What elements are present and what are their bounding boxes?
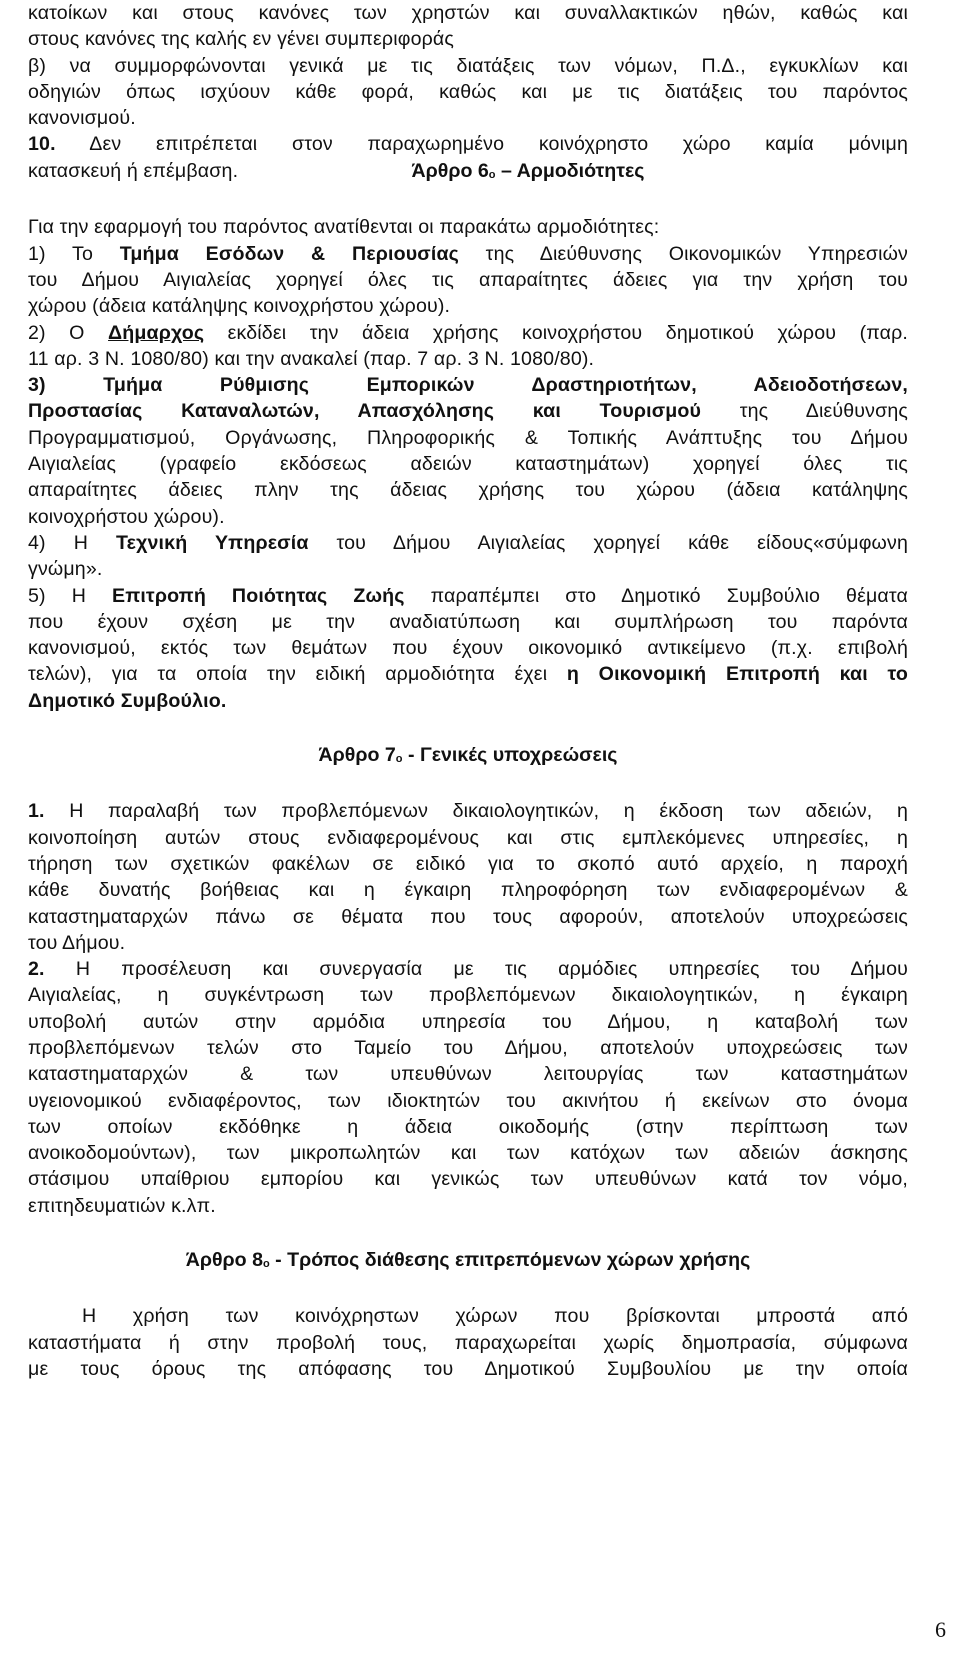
article-7-para-1-cont: του Δήμου. [28,931,126,954]
article-7-para-1-cont: κοινοποίηση αυτών στους ενδιαφερομένους και στις εμπλεκόμενες υπηρεσίες, η [28,826,908,849]
article-6-item-5-cont: τελών), για τα οποία την ειδική αρμοδιότητα έχει η Οικονομική Επιτροπή και το [28,663,908,686]
article-7-para-1-cont: κάθε δυνατής βοήθειας και η έγκαιρη πληροφόρηση των ενδιαφερομένων & [28,879,908,902]
intro-line: στους κανόνες της καλής εν γένει συμπεριφοράς [28,28,454,51]
article-7-para-1-cont: τήρηση των σχετικών φακέλων σε ειδικό για το σκοπό αυτό αρχείο, η παροχή [28,852,908,875]
article-6-item-2-cont: 11 αρ. 3 Ν. 1080/80) και την ανακαλεί (παρ. 7 αρ. 3 Ν. 1080/80). [28,347,595,370]
article-7-para-2-cont: των οποίων εκδόθηκε η άδεια οικοδομής (στην περίπτωση των [28,1115,908,1138]
article-8-para-cont: με τους όρους της απόφασης του Δημοτικού Συμβουλίου με την οποία [28,1357,908,1380]
paragraph-10: 10. Δεν επιτρέπεται στον παραχωρημένο κοινόχρηστο χώρο καμία μόνιμη [28,133,908,156]
article-6-item-5-cont: που έχουν σχέση με την αναδιατύπωση και συμπλήρωση του παρόντα [28,610,908,633]
article-6-title: Άρθρο 6ο – Αρμοδιότητες [411,160,645,183]
paragraph-10-cont: κατασκευή ή επέμβαση. [28,159,239,182]
intro-line: κατοίκων και στους κανόνες των χρηστών και συναλλακτικών ηθών, καθώς και [28,2,908,24]
intro-b-line: β) να συμμορφώνονται γενικά με τις διατάξεις των νόμων, Π.Δ., εγκυκλίων και [28,54,908,77]
article-7-para-1-cont: καταστηματαρχών πάνω σε θέματα που τους αφορούν, αποτελούν υποχρεώσεις [28,905,908,928]
article-6-item-5: 5) Η Επιτροπή Ποιότητας Ζωής παραπέμπει στο Δημοτικό Συμβούλιο θέματα [28,584,908,607]
intro-b-line: κανονισμού. [28,107,136,130]
article-7-title: Άρθρο 7ο - Γενικές υποχρεώσεις [318,744,618,767]
article-7-para-2-cont: υποβολή αυτών στην αρμόδια υπηρεσία του Δήμου, η καταβολή των [28,1010,908,1033]
article-6-item-3-cont: απαραίτητες άδειες πλην της άδειας χρήσης του χώρου (άδεια κατάληψης [28,479,908,502]
article-6-item-3-cont: Προστασίας Καταναλωτών, Απασχόλησης και Τουρισμού της Διεύθυνσης [28,400,908,423]
article-8-title: Άρθρο 8ο - Τρόπος διάθεσης επιτρεπόμενων χώρων χρήσης [185,1249,751,1272]
article-6-item-3: 3) Τμήμα Ρύθμισης Εμπορικών Δραστηριοτήτων, Αδειοδοτήσεων, [28,374,908,397]
article-6-item-4-cont: γνώμη». [28,558,103,581]
article-7-para-2-cont: υγειονομικού ενδιαφέροντος, των ιδιοκτητών του ακινήτου ή εκείνων στο όνομα [28,1089,908,1112]
article-8-para-cont: καταστήματα ή στην προβολή τους, παραχωρείται χωρίς δημοπρασία, σύμφωνα [28,1331,908,1354]
article-7-para-2-cont: στάσιμου υπαίθριου εμπορίου και γενικώς των υπευθύνων κατά τον νόμο, [28,1168,908,1191]
article-7-para-2-cont: επιτηδευματιών κ.λπ. [28,1194,216,1217]
article-6-item-3-cont: Αιγιαλείας (γραφείο εκδόσεως αδειών καταστημάτων) χορηγεί όλες τις [28,453,908,476]
article-7-para-2-cont: Αιγιαλείας, η συγκέντρωση των προβλεπόμενων δικαιολογητικών, η έγκαιρη [28,984,908,1007]
article-6-item-1-cont: του Δήμου Αιγιαλείας χορηγεί όλες τις απαραίτητες άδειες για την χρήση του [28,268,908,291]
paragraph-number: 10. [28,133,56,156]
article-6-lead: Για την εφαρμογή του παρόντος ανατίθενται οι παρακάτω αρμοδιότητες: [28,216,660,239]
article-6-item-4: 4) Η Τεχνική Υπηρεσία του Δήμου Αιγιαλείας χορηγεί κάθε είδους«σύμφωνη [28,531,909,554]
article-7-para-2-cont: προβλεπόμενων τελών στο Ταμείο του Δήμου, αποτελούν υποχρεώσεις των [28,1036,908,1059]
article-6-item-2: 2) Ο Δήμαρχος εκδίδει την άδεια χρήσης κοινοχρήστου δημοτικού χώρου (παρ. [28,321,908,344]
article-6-item-1: 1) Το Τμήμα Εσόδων & Περιουσίας της Διεύθυνσης Οικονομικών Υπηρεσιών [28,242,908,265]
article-7-para-2-cont: καταστηματαρχών & των υπευθύνων λειτουργίας των καταστημάτων [28,1063,908,1086]
article-7-para-1: 1. Η παραλαβή των προβλεπόμενων δικαιολογητικών, η έκδοση των αδειών, η [28,800,908,823]
intro-b-line: οδηγιών όπως ισχύουν κάθε φορά, καθώς και με τις διατάξεις του παρόντος [28,80,908,103]
page-number: 6 [935,1617,946,1642]
article-6-item-3-cont: κοινοχρήστου χώρου). [28,505,225,528]
article-7-para-2: 2. Η προσέλευση και συνεργασία με τις αρμόδιες υπηρεσίες του Δήμου [28,958,908,981]
article-8-para: Η χρήση των κοινόχρηστων χώρων που βρίσκονται μπροστά από [82,1305,908,1328]
article-7-para-2-cont: ανοικοδομούντων), των μικροπωλητών και των κατόχων των αδειών άσκησης [28,1142,908,1165]
article-6-item-5-cont: Δημοτικό Συμβούλιο. [28,689,227,712]
article-6-item-3-cont: Προγραμματισμού, Οργάνωσης, Πληροφορικής & Τοπικής Ανάπτυξης του Δήμου [28,426,908,449]
document-page [28,0,908,1382]
article-6-item-1-cont: χώρου (άδεια κατάληψης κοινοχρήστου χώρου). [28,295,451,318]
article-6-item-5-cont: κανονισμού, εκτός των θεμάτων που έχουν οικονομικό αντικείμενο (π.χ. επιβολή [28,637,908,660]
